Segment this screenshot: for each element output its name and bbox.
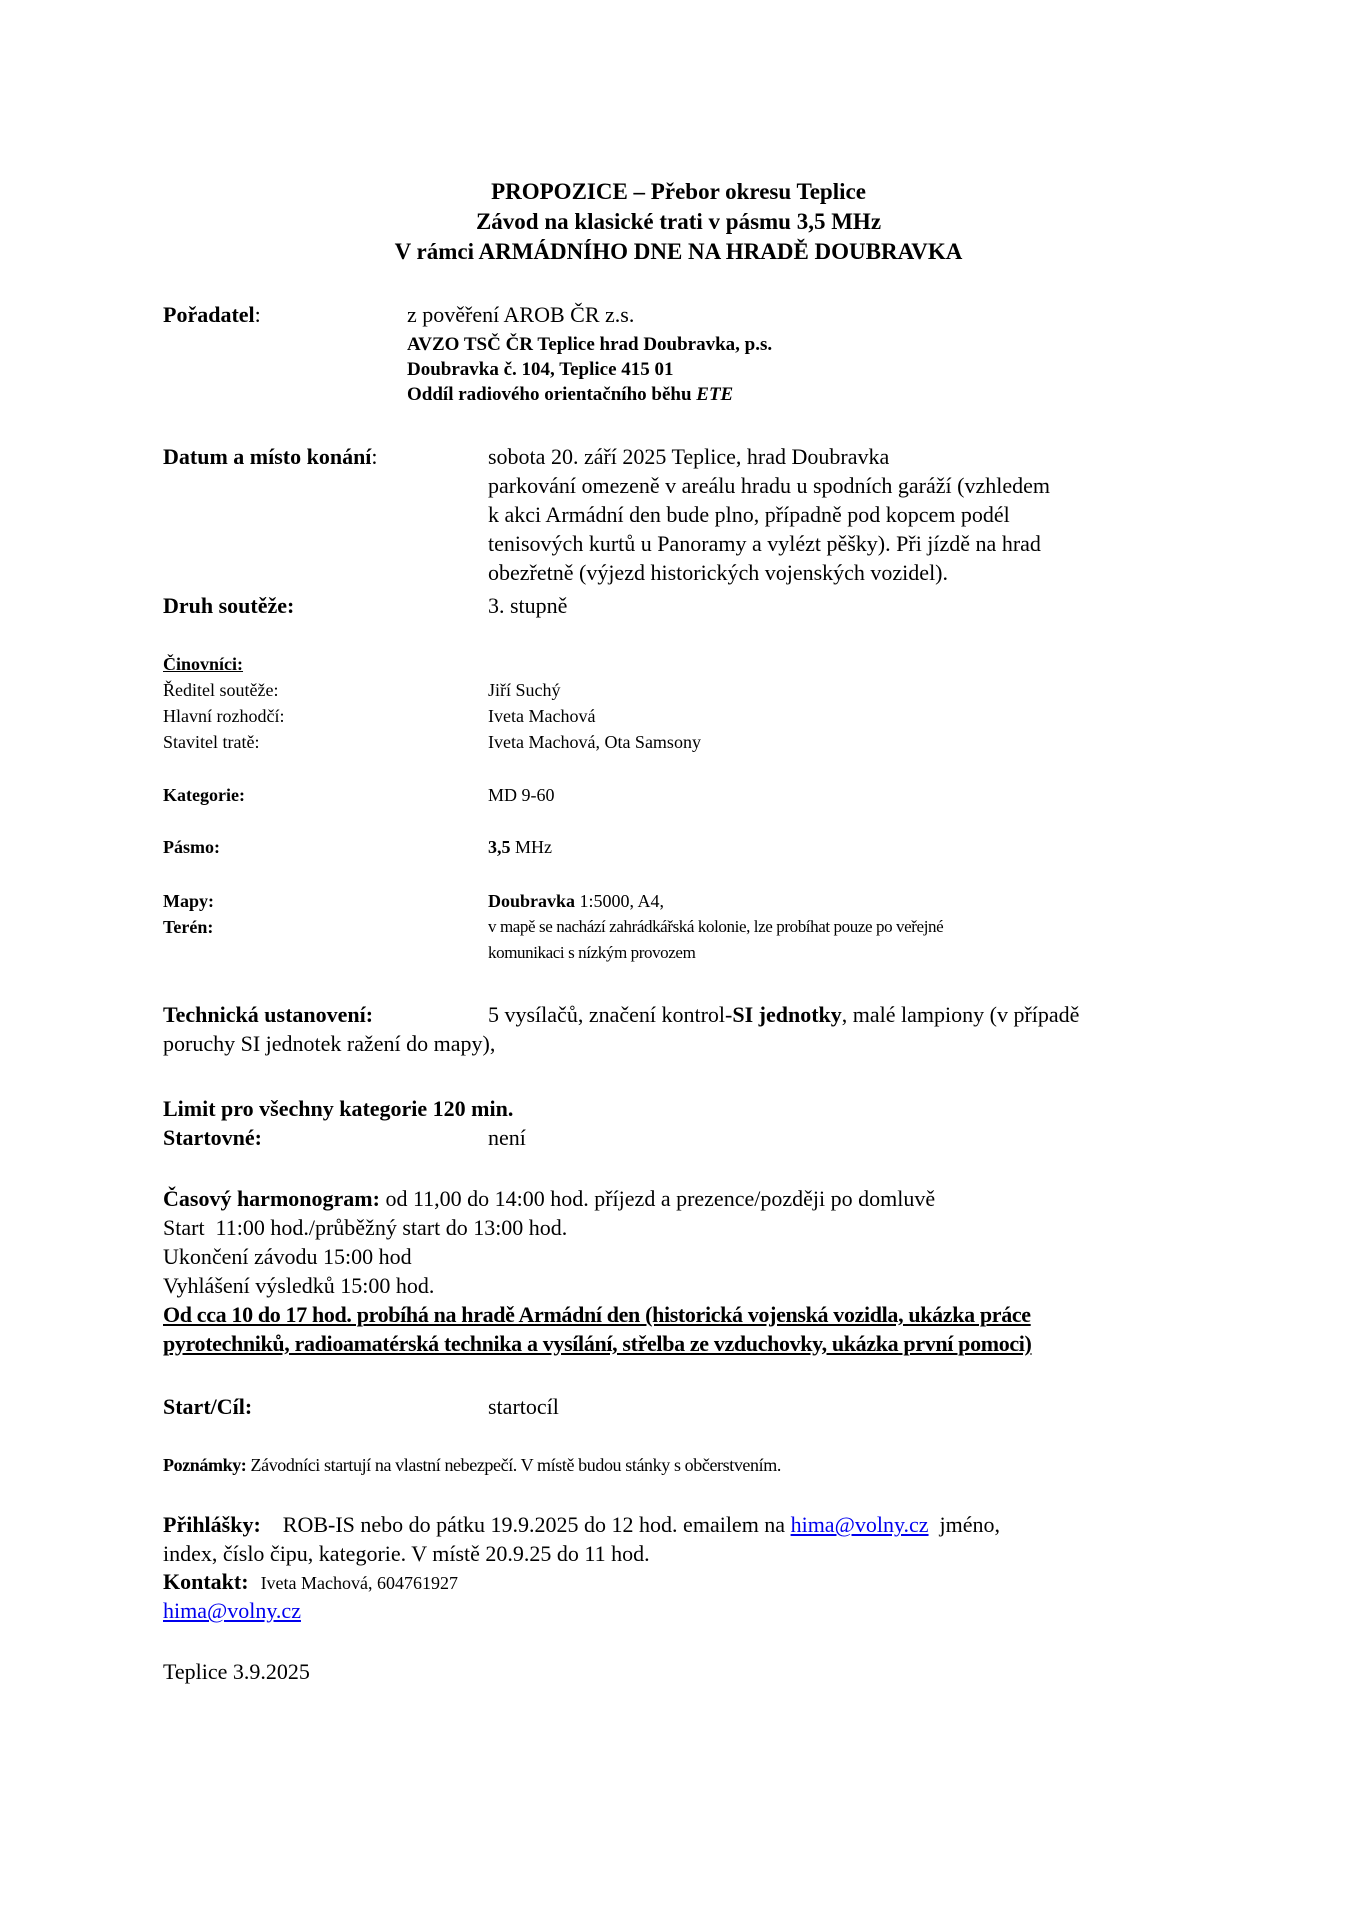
date-place-label-wrap — [163, 442, 378, 471]
contact-email-link[interactable]: hima@volny.cz — [163, 1598, 301, 1623]
start-finish-value: startocíl — [488, 1394, 559, 1419]
organizer-line-3: Doubravka č. 104, Teplice 415 01 — [407, 359, 674, 380]
start-finish-label: Start/Cíl: — [163, 1394, 253, 1419]
time-limit: Limit pro všechny kategorie 120 min. — [163, 1096, 514, 1121]
organizer-line-2: AVZO TSČ ČR Teplice hrad Doubravka, p.s. — [407, 334, 773, 355]
army-day-notice-line-1: Od cca 10 do 17 hod. probíhá na hradě Armádní den (historická vojenská vozidla, ukázka práce — [163, 1302, 1031, 1327]
registration-text-after: jméno, — [928, 1512, 1001, 1537]
maps-value-details: 1:5000, A4, — [575, 891, 665, 911]
band-value-number: 3,5 — [488, 837, 511, 857]
entry-fee-value: není — [488, 1125, 526, 1150]
competition-type-label: Druh soutěže: — [163, 593, 295, 618]
organizer-label-wrap — [163, 300, 261, 329]
organizer-label: Pořadatel — [163, 302, 255, 327]
registration-label: Přihlášky: — [163, 1512, 261, 1537]
band-label: Pásmo: — [163, 837, 220, 857]
organizer-line-1: z pověření AROB ČR z.s. — [407, 302, 635, 327]
maps-value-wrap — [488, 888, 664, 914]
competition-type-value: 3. stupně — [488, 593, 568, 618]
place-and-date: Teplice 3.9.2025 — [163, 1659, 310, 1684]
date-place-label: Datum a místo konání — [163, 444, 372, 469]
date-place-line-1: sobota 20. září 2025 Teplice, hrad Doubravka — [488, 444, 890, 469]
technical-line-1 — [163, 1000, 373, 1029]
official-role-course-setter: Stavitel tratě: — [163, 732, 260, 752]
date-place-line-5: obezřetně (výjezd historických vojenských vozidel). — [488, 560, 949, 585]
entry-fee-label: Startovné: — [163, 1125, 262, 1150]
terrain-line-2: komunikaci s nízkým provozem — [488, 943, 696, 962]
registration-line-2: index, číslo čipu, kategorie. V místě 20.9.25 do 11 hod. — [163, 1541, 650, 1566]
date-place-colon: : — [371, 444, 378, 469]
maps-label: Mapy: — [163, 891, 214, 911]
doc-title-line-3: V rámci ARMÁDNÍHO DNE NA HRADĚ DOUBRAVKA — [394, 239, 963, 264]
contact-label: Kontakt: — [163, 1569, 249, 1594]
notes-line — [163, 1452, 781, 1478]
technical-text-before: 5 vysílačů, značení kontrol- — [488, 1002, 733, 1027]
category-label: Kategorie: — [163, 785, 245, 805]
date-place-line-4: tenisových kurtů u Panoramy a vylézt pěšky). Při jízdě na hrad — [488, 531, 1041, 556]
category-value: MD 9-60 — [488, 785, 555, 805]
terrain-line-1: v mapě se nachází zahrádkářská kolonie, lze probíhat pouze po veřejné — [488, 917, 944, 936]
schedule-end: Ukončení závodu 15:00 hod — [163, 1244, 412, 1269]
organizer-club-abbr: ETE — [696, 384, 734, 405]
technical-value-wrap — [488, 1000, 1079, 1029]
technical-label: Technická ustanovení: — [163, 1002, 374, 1027]
schedule-line-1 — [163, 1184, 935, 1213]
contact-line — [163, 1567, 458, 1599]
terrain-label: Terén: — [163, 917, 214, 937]
organizer-colon: : — [254, 302, 261, 327]
officials-heading: Činovníci: — [163, 654, 244, 674]
notes-label: Poznámky: — [163, 1455, 247, 1475]
date-place-line-2: parkování omezeně v areálu hradu u spodních garáží (vzhledem — [488, 473, 1050, 498]
contact-email-wrap — [163, 1596, 301, 1625]
doc-title-line-1: PROPOZICE – Přebor okresu Teplice — [491, 179, 866, 204]
schedule-label: Časový harmonogram: — [163, 1186, 380, 1211]
technical-text-after: , malé lampiony (v případě — [841, 1002, 1080, 1027]
organizer-line-4-wrap — [407, 382, 733, 407]
official-role-director: Ředitel soutěže: — [163, 680, 279, 700]
schedule-arrival: od 11,00 do 14:00 hod. příjezd a prezence/později po domluvě — [379, 1186, 936, 1211]
schedule-results: Vyhlášení výsledků 15:00 hod. — [163, 1273, 435, 1298]
maps-value-name: Doubravka — [488, 891, 576, 911]
registration-text-before: ROB-IS nebo do pátku 19.9.2025 do 12 hod. emailem na — [282, 1512, 791, 1537]
band-value-unit: MHz — [510, 837, 552, 857]
official-role-chief-referee: Hlavní rozhodčí: — [163, 706, 285, 726]
official-name-course-setter: Iveta Machová, Ota Samsony — [488, 732, 701, 752]
technical-si-units: SI jednotky — [732, 1002, 842, 1027]
official-name-chief-referee: Iveta Machová — [488, 706, 596, 726]
registration-line-1 — [163, 1510, 1000, 1539]
official-name-director: Jiří Suchý — [488, 680, 561, 700]
date-place-line-3: k akci Armádní den bude plno, případně pod kopcem podél — [488, 502, 1010, 527]
registration-email-link[interactable]: hima@volny.cz — [790, 1512, 929, 1537]
band-value-wrap — [488, 834, 552, 860]
notes-text: Závodníci startují na vlastní nebezpečí. V místě budou stánky s občerstvením. — [246, 1455, 781, 1475]
army-day-notice-line-2: pyrotechniků, radioamatérská technika a vysílání, střelba ze vzduchovky, ukázka první pomoci) — [163, 1331, 1032, 1356]
schedule-start: Start 11:00 hod./průběžný start do 13:00 hod. — [163, 1215, 568, 1240]
contact-value: Iveta Machová, 604761927 — [260, 1573, 459, 1593]
doc-title-line-2: Závod na klasické trati v pásmu 3,5 MHz — [475, 209, 882, 234]
technical-line-2: poruchy SI jednotek ražení do mapy), — [163, 1031, 496, 1056]
organizer-line-4: Oddíl radiového orientačního běhu — [407, 384, 697, 405]
